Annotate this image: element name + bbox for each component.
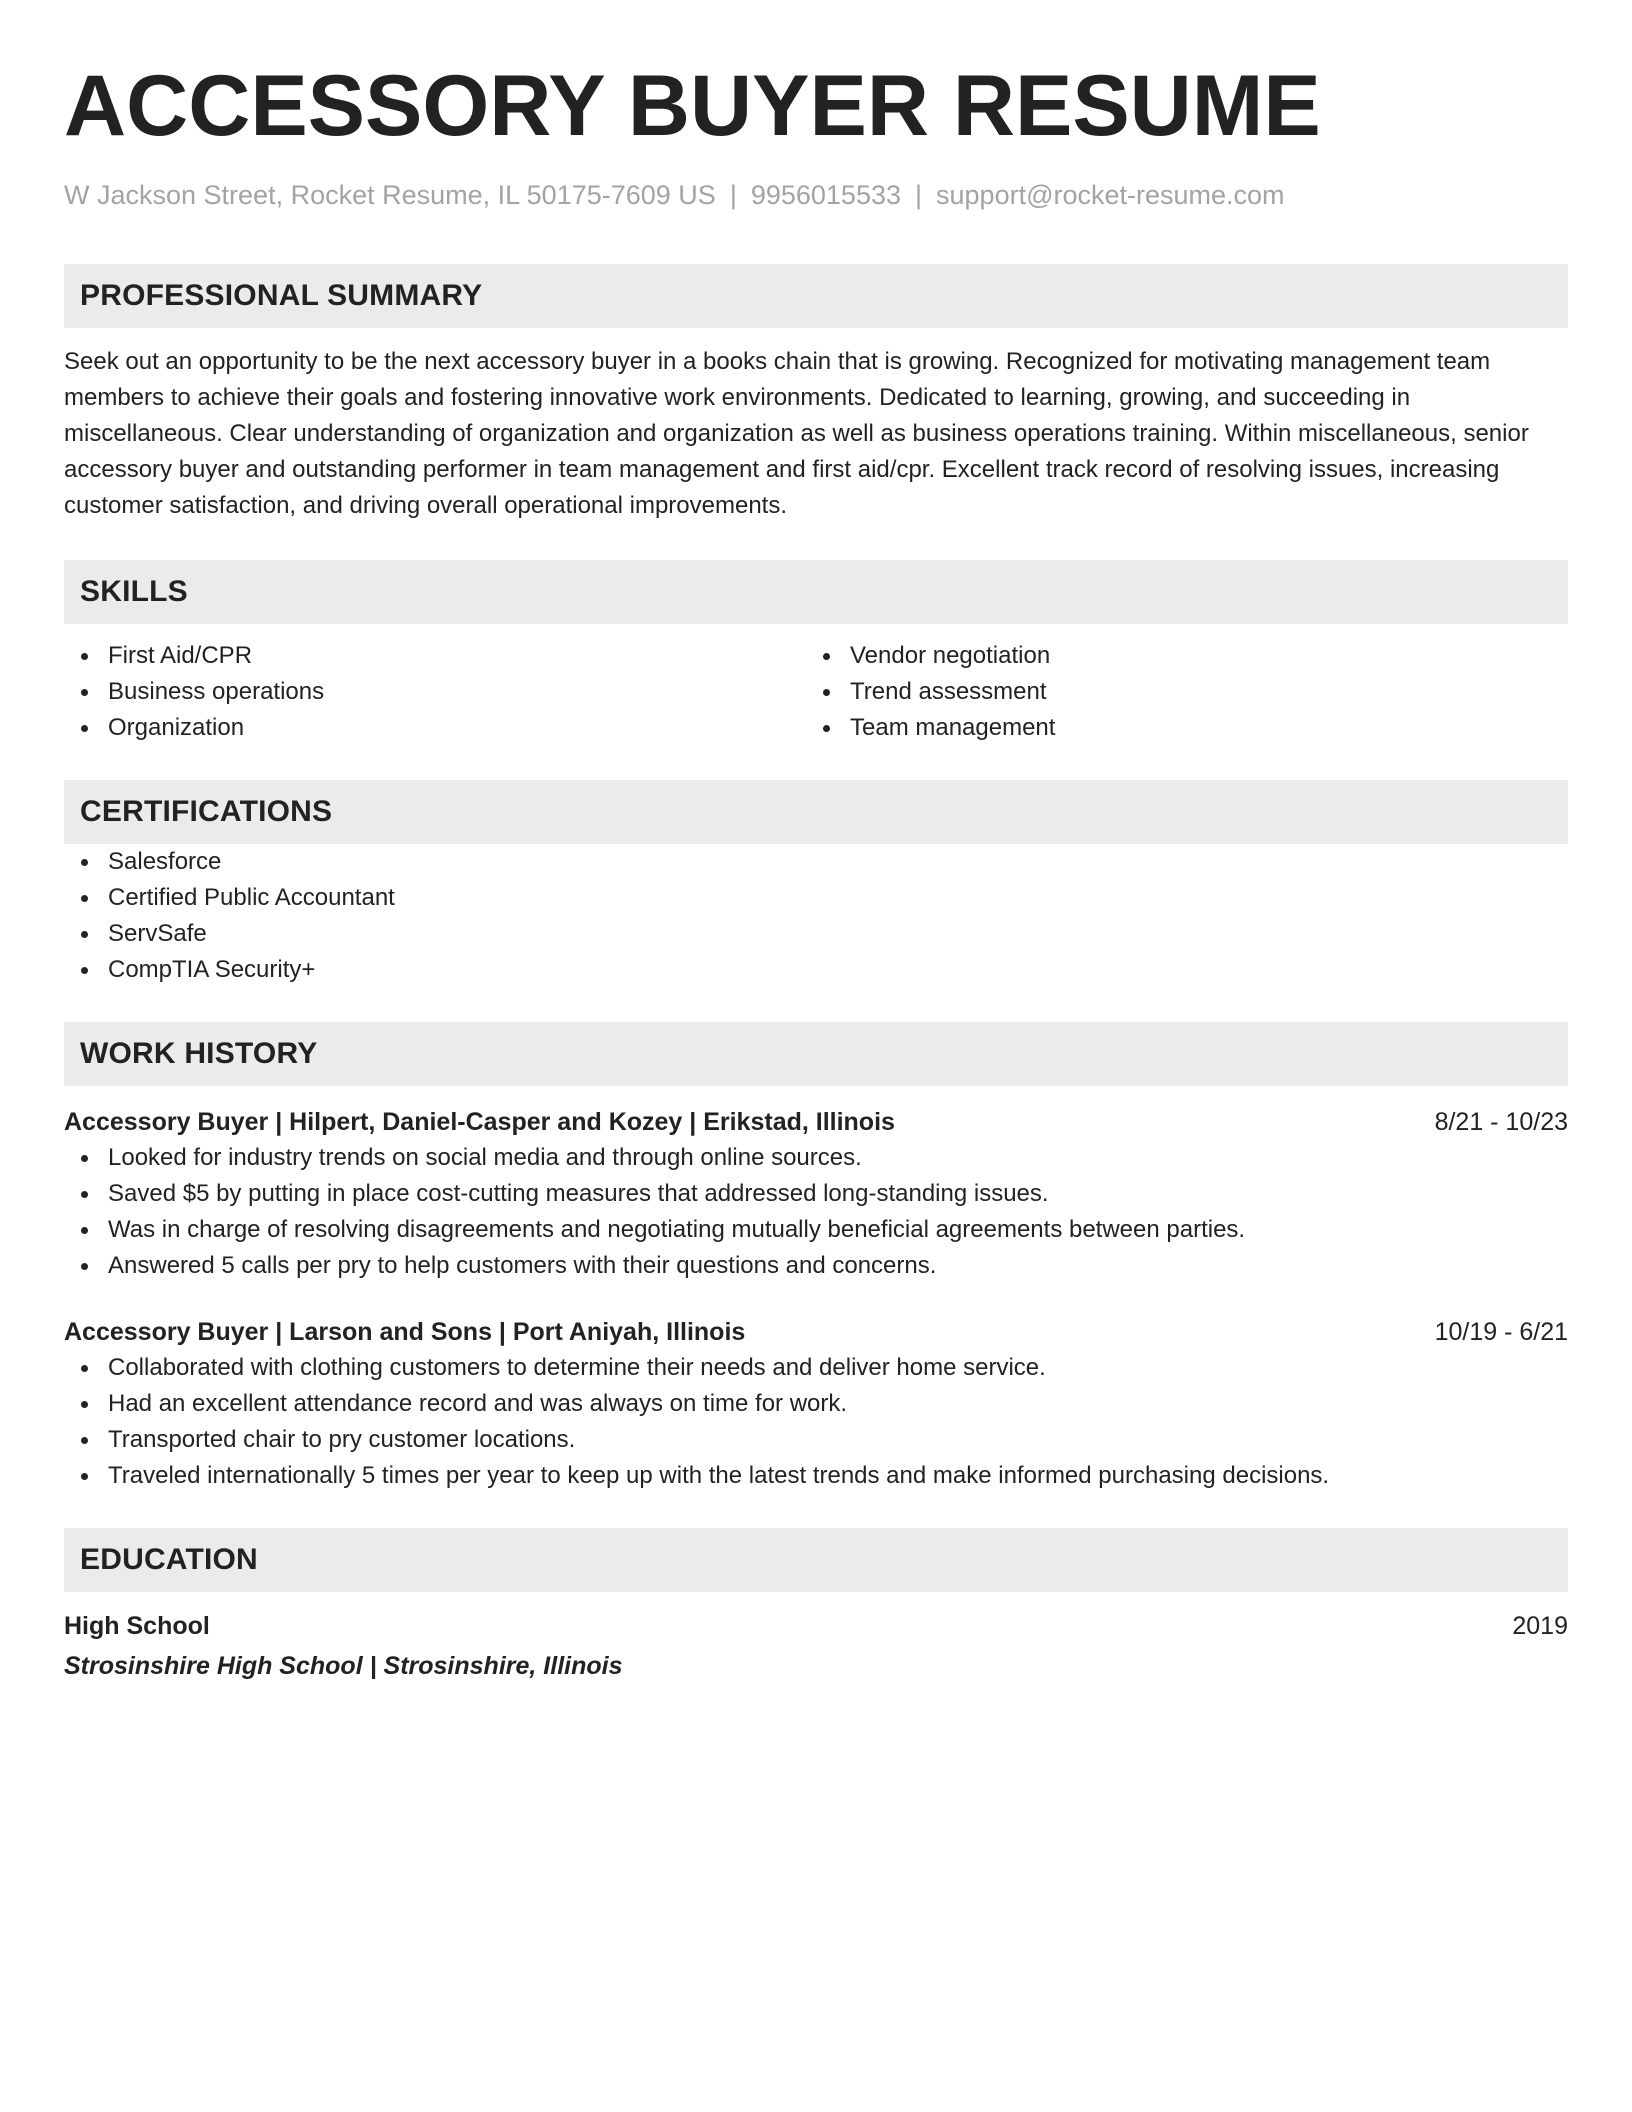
contact-phone: 9956015533 (750, 180, 901, 210)
certification-item: Salesforce (64, 844, 1568, 880)
skill-item: Trend assessment (806, 674, 1548, 710)
job-title: Accessory Buyer | Hilpert, Daniel-Casper and Kozey | Erikstad, Illinois (64, 1108, 895, 1136)
job-dates: 8/21 - 10/23 (1434, 1108, 1568, 1136)
skill-item: Vendor negotiation (806, 638, 1548, 674)
skill-item: Team management (806, 710, 1548, 746)
job-title: Accessory Buyer | Larson and Sons | Port Aniyah, Illinois (64, 1318, 746, 1346)
education-heading: EDUCATION (64, 1528, 1568, 1592)
skills-heading: SKILLS (64, 560, 1568, 624)
skills-grid (64, 638, 1568, 746)
skills-column-left (64, 638, 806, 746)
job-bullet: Looked for industry trends on social media and through online sources. (64, 1140, 1568, 1176)
skill-item: First Aid/CPR (64, 638, 806, 674)
job-bullets (64, 1140, 1568, 1284)
certification-item: ServSafe (64, 916, 1568, 952)
job-header (64, 1104, 1568, 1140)
job-bullet: Was in charge of resolving disagreements and negotiating mutually beneficial agreements between parties. (64, 1212, 1568, 1248)
job-bullet: Traveled internationally 5 times per year to keep up with the latest trends and make informed purchasing decisions. (64, 1458, 1568, 1494)
skill-item: Business operations (64, 674, 806, 710)
certification-item: Certified Public Accountant (64, 880, 1568, 916)
job-bullet: Saved $5 by putting in place cost-cutting measures that addressed long-standing issues. (64, 1176, 1568, 1212)
contact-separator: | (729, 180, 737, 210)
resume-title: ACCESSORY BUYER RESUME (64, 58, 1321, 154)
certifications-list (64, 844, 1568, 988)
contact-email: support@rocket-resume.com (936, 180, 1285, 210)
summary-text: Seek out an opportunity to be the next accessory buyer in a books chain that is growing. Recognized for motivating management team members to achieve their goals and fostering innovative work environments. Dedicated to learning, growing, and succeeding in miscellaneous. Clear understanding of organization and organization as well as business operations training. Within miscellaneous, senior accessory buyer and outstanding performer in team management and first aid/cpr. Excellent track record of resolving issues, increasing customer satisfaction, and driving overall operational improvements. (64, 348, 1529, 519)
education-year: 2019 (1512, 1612, 1568, 1640)
contact-address: W Jackson Street, Rocket Resume, IL 50175-7609 US (64, 180, 716, 210)
education-school: Strosinshire High School | Strosinshire, Illinois (64, 1652, 623, 1680)
contact-line (64, 178, 1568, 212)
education-degree: High School (64, 1612, 210, 1640)
job-header (64, 1314, 1568, 1350)
job-dates: 10/19 - 6/21 (1434, 1318, 1568, 1346)
job-bullet: Answered 5 calls per pry to help customers with their questions and concerns. (64, 1248, 1568, 1284)
work-history-heading: WORK HISTORY (64, 1022, 1568, 1086)
education-header (64, 1608, 1568, 1644)
job-bullets (64, 1350, 1568, 1494)
skill-item: Organization (64, 710, 806, 746)
job-bullet: Collaborated with clothing customers to determine their needs and deliver home service. (64, 1350, 1568, 1386)
certifications-heading: CERTIFICATIONS (64, 780, 1568, 844)
job-bullet: Transported chair to pry customer locations. (64, 1422, 1568, 1458)
contact-separator: | (915, 180, 923, 210)
certification-item: CompTIA Security+ (64, 952, 1568, 988)
skills-column-right (806, 638, 1548, 746)
summary-heading: PROFESSIONAL SUMMARY (64, 264, 1568, 328)
job-bullet: Had an excellent attendance record and was always on time for work. (64, 1386, 1568, 1422)
